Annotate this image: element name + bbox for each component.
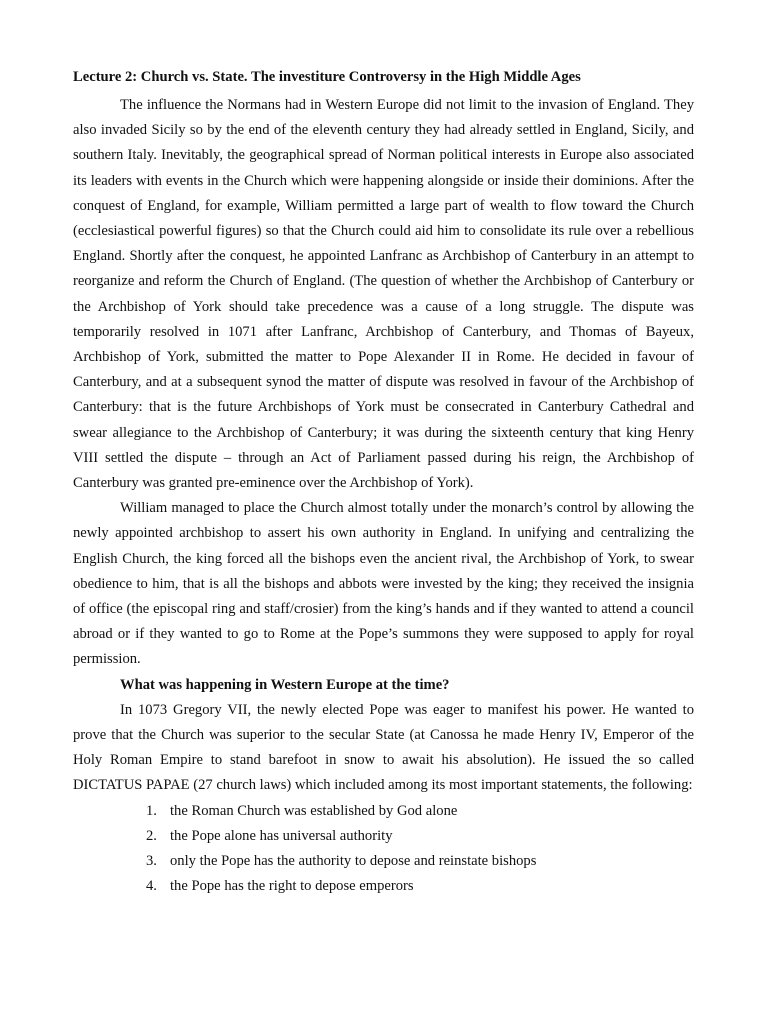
section-subheading: What was happening in Western Europe at the time? bbox=[120, 676, 450, 693]
list-item bbox=[73, 849, 694, 874]
list-item-number: 4. bbox=[146, 878, 157, 895]
list-item-text: the Pope alone has universal authority bbox=[170, 827, 393, 844]
list-item-text: the Pope has the right to depose emperors bbox=[170, 878, 414, 895]
paragraph-normans: The influence the Normans had in Western Europe did not limit to the invasion of England. They also invaded Sicily so by the end of the eleventh century they had already settled in England, Sicily, and southern Italy. Inevitably, the geographical spread of Norman political interests in Europe also associated its leaders with events in the Church which were happening alongside or inside their dominions. After the conquest of England, for example, William permitted a large part of wealth to flow toward the Church (ecclesiastical powerful figures) so that the Church could aid him to consolidate its rule over a rebellious England. Shortly after the conquest, he appointed Lanfranc as Archbishop of Canterbury in an attempt to reorganize and reform the Church of England. (The question of whether the Archbishop of Canterbury or the Archbishop of York should take precedence was a cause of a long struggle. The dispute was temporarily resolved in 1071 after Lanfranc, Archbishop of Canterbury, and Thomas of Bayeux, Archbishop of York, submitted the matter to Pope Alexander II in Rome. He decided in favour of Canterbury, and at a subsequent synod the matter of dispute was resolved in favour of the Archbishop of Canterbury: that is the future Archbishops of York must be consecrated in Canterbury Cathedral and swear allegiance to the Archbishop of Canterbury; it was during the sixteenth century that king Henry VIII settled the dispute – through an Act of Parliament passed during his reign, the Archbishop of Canterbury was granted pre-eminence over the Archbishop of York). bbox=[73, 97, 694, 492]
list-item bbox=[73, 799, 694, 824]
document-page bbox=[73, 66, 694, 900]
list-item-text: only the Pope has the authority to depose and reinstate bishops bbox=[170, 853, 537, 870]
list-item-number: 2. bbox=[146, 827, 157, 844]
list-item bbox=[73, 824, 694, 849]
paragraph-gregory: In 1073 Gregory VII, the newly elected Pope was eager to manifest his power. He wanted to prove that the Church was superior to the secular State (at Canossa he made Henry IV, Emperor of the Holy Roman Empire to stand barefoot in snow to await his absolution). He issued the so called DICTATUS PAPAE (27 church laws) which included among its most important statements, the following: bbox=[73, 701, 694, 794]
list-item-number: 1. bbox=[146, 802, 157, 819]
list-item bbox=[73, 874, 694, 899]
lecture-title: Lecture 2: Church vs. State. The investiture Controversy in the High Middle Ages bbox=[73, 69, 581, 85]
paragraph-william: William managed to place the Church almost totally under the monarch’s control by allowing the newly appointed archbishop to assert his own authority in England. In unifying and centralizing the English Church, the king forced all the bishops even the ancient rival, the Archbishop of York, to swear obedience to him, that is all the bishops and abbots were invested by the king; they received the insignia of office (the episcopal ring and staff/crosier) from the king’s hands and if they wanted to attend a council abroad or if they wanted to go to Rome at the Pope’s summons they were supposed to apply for royal permission. bbox=[73, 500, 694, 668]
list-item-number: 3. bbox=[146, 853, 157, 870]
list-item-text: the Roman Church was established by God alone bbox=[170, 802, 458, 819]
dictatus-papae-list bbox=[73, 799, 694, 900]
